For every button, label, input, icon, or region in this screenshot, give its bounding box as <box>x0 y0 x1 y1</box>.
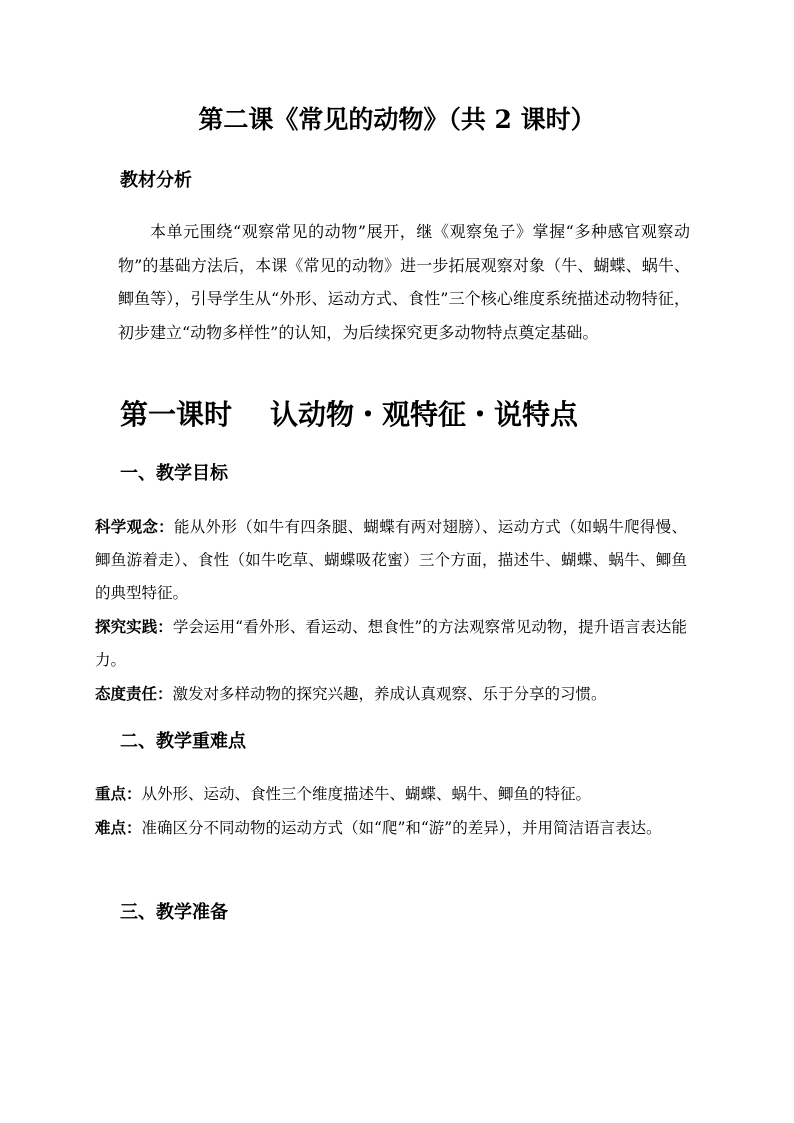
difficulty-item <box>95 811 687 845</box>
lesson-title <box>120 393 578 433</box>
key-points-heading: 二、教学重难点 <box>120 731 246 752</box>
goal-item-science <box>95 510 687 610</box>
goal-label: 探究实践： <box>95 617 173 636</box>
key-points-list <box>95 777 687 845</box>
document-title: 第二课《常见的动物》（共 2 课时） <box>198 105 596 134</box>
lesson-number: 第一课时 <box>120 398 233 431</box>
goal-label: 态度责任： <box>95 684 173 703</box>
prep-heading: 三、教学准备 <box>120 902 228 923</box>
key-point-item <box>95 777 687 811</box>
difficulty-label: 难点： <box>95 818 142 837</box>
goal-text: 学会运用“看外形、看运动、想食性”的方法观察常见动物，提升语言表达能力。 <box>95 618 687 669</box>
analysis-paragraph: 本单元围绕“观察常见的动物”展开，继《观察兔子》掌握“多种感官观察动物”的基础方法后，本课《常见的动物》进一步拓展观察对象（牛、蝴蝶、蜗牛、鲫鱼等），引导学生从“外形、运动方式、食性”三个核心维度系统描述动物特征，初步建立“动物多样性”的认知，为后续探究更多动物特点奠定基础。 <box>118 222 690 342</box>
lesson-subtitle: 认动物・观特征・说特点 <box>270 398 579 431</box>
goal-item-attitude <box>95 677 687 711</box>
goal-text: 能从外形（如牛有四条腿、蝴蝶有两对翅膀）、运动方式（如蜗牛爬得慢、鲫鱼游着走）、食性（如牛吃草、蝴蝶吸花蜜）三个方面，描述牛、蝴蝶、蜗牛、鲫鱼的典型特征。 <box>95 518 687 602</box>
goal-label: 科学观念： <box>95 517 174 536</box>
analysis-heading: 教材分析 <box>120 170 192 191</box>
difficulty-text: 准确区分不同动物的运动方式（如“爬”和“游”的差异），并用简洁语言表达。 <box>141 819 662 837</box>
goal-text: 激发对多样动物的探究兴趣，养成认真观察、乐于分享的习惯。 <box>172 685 607 703</box>
goal-item-practice <box>95 610 687 677</box>
goals-list <box>95 510 687 711</box>
key-point-text: 从外形、运动、食性三个维度描述牛、蝴蝶、蜗牛、鲫鱼的特征。 <box>141 785 592 803</box>
key-point-label: 重点： <box>95 784 142 803</box>
goals-heading: 一、教学目标 <box>120 463 228 484</box>
